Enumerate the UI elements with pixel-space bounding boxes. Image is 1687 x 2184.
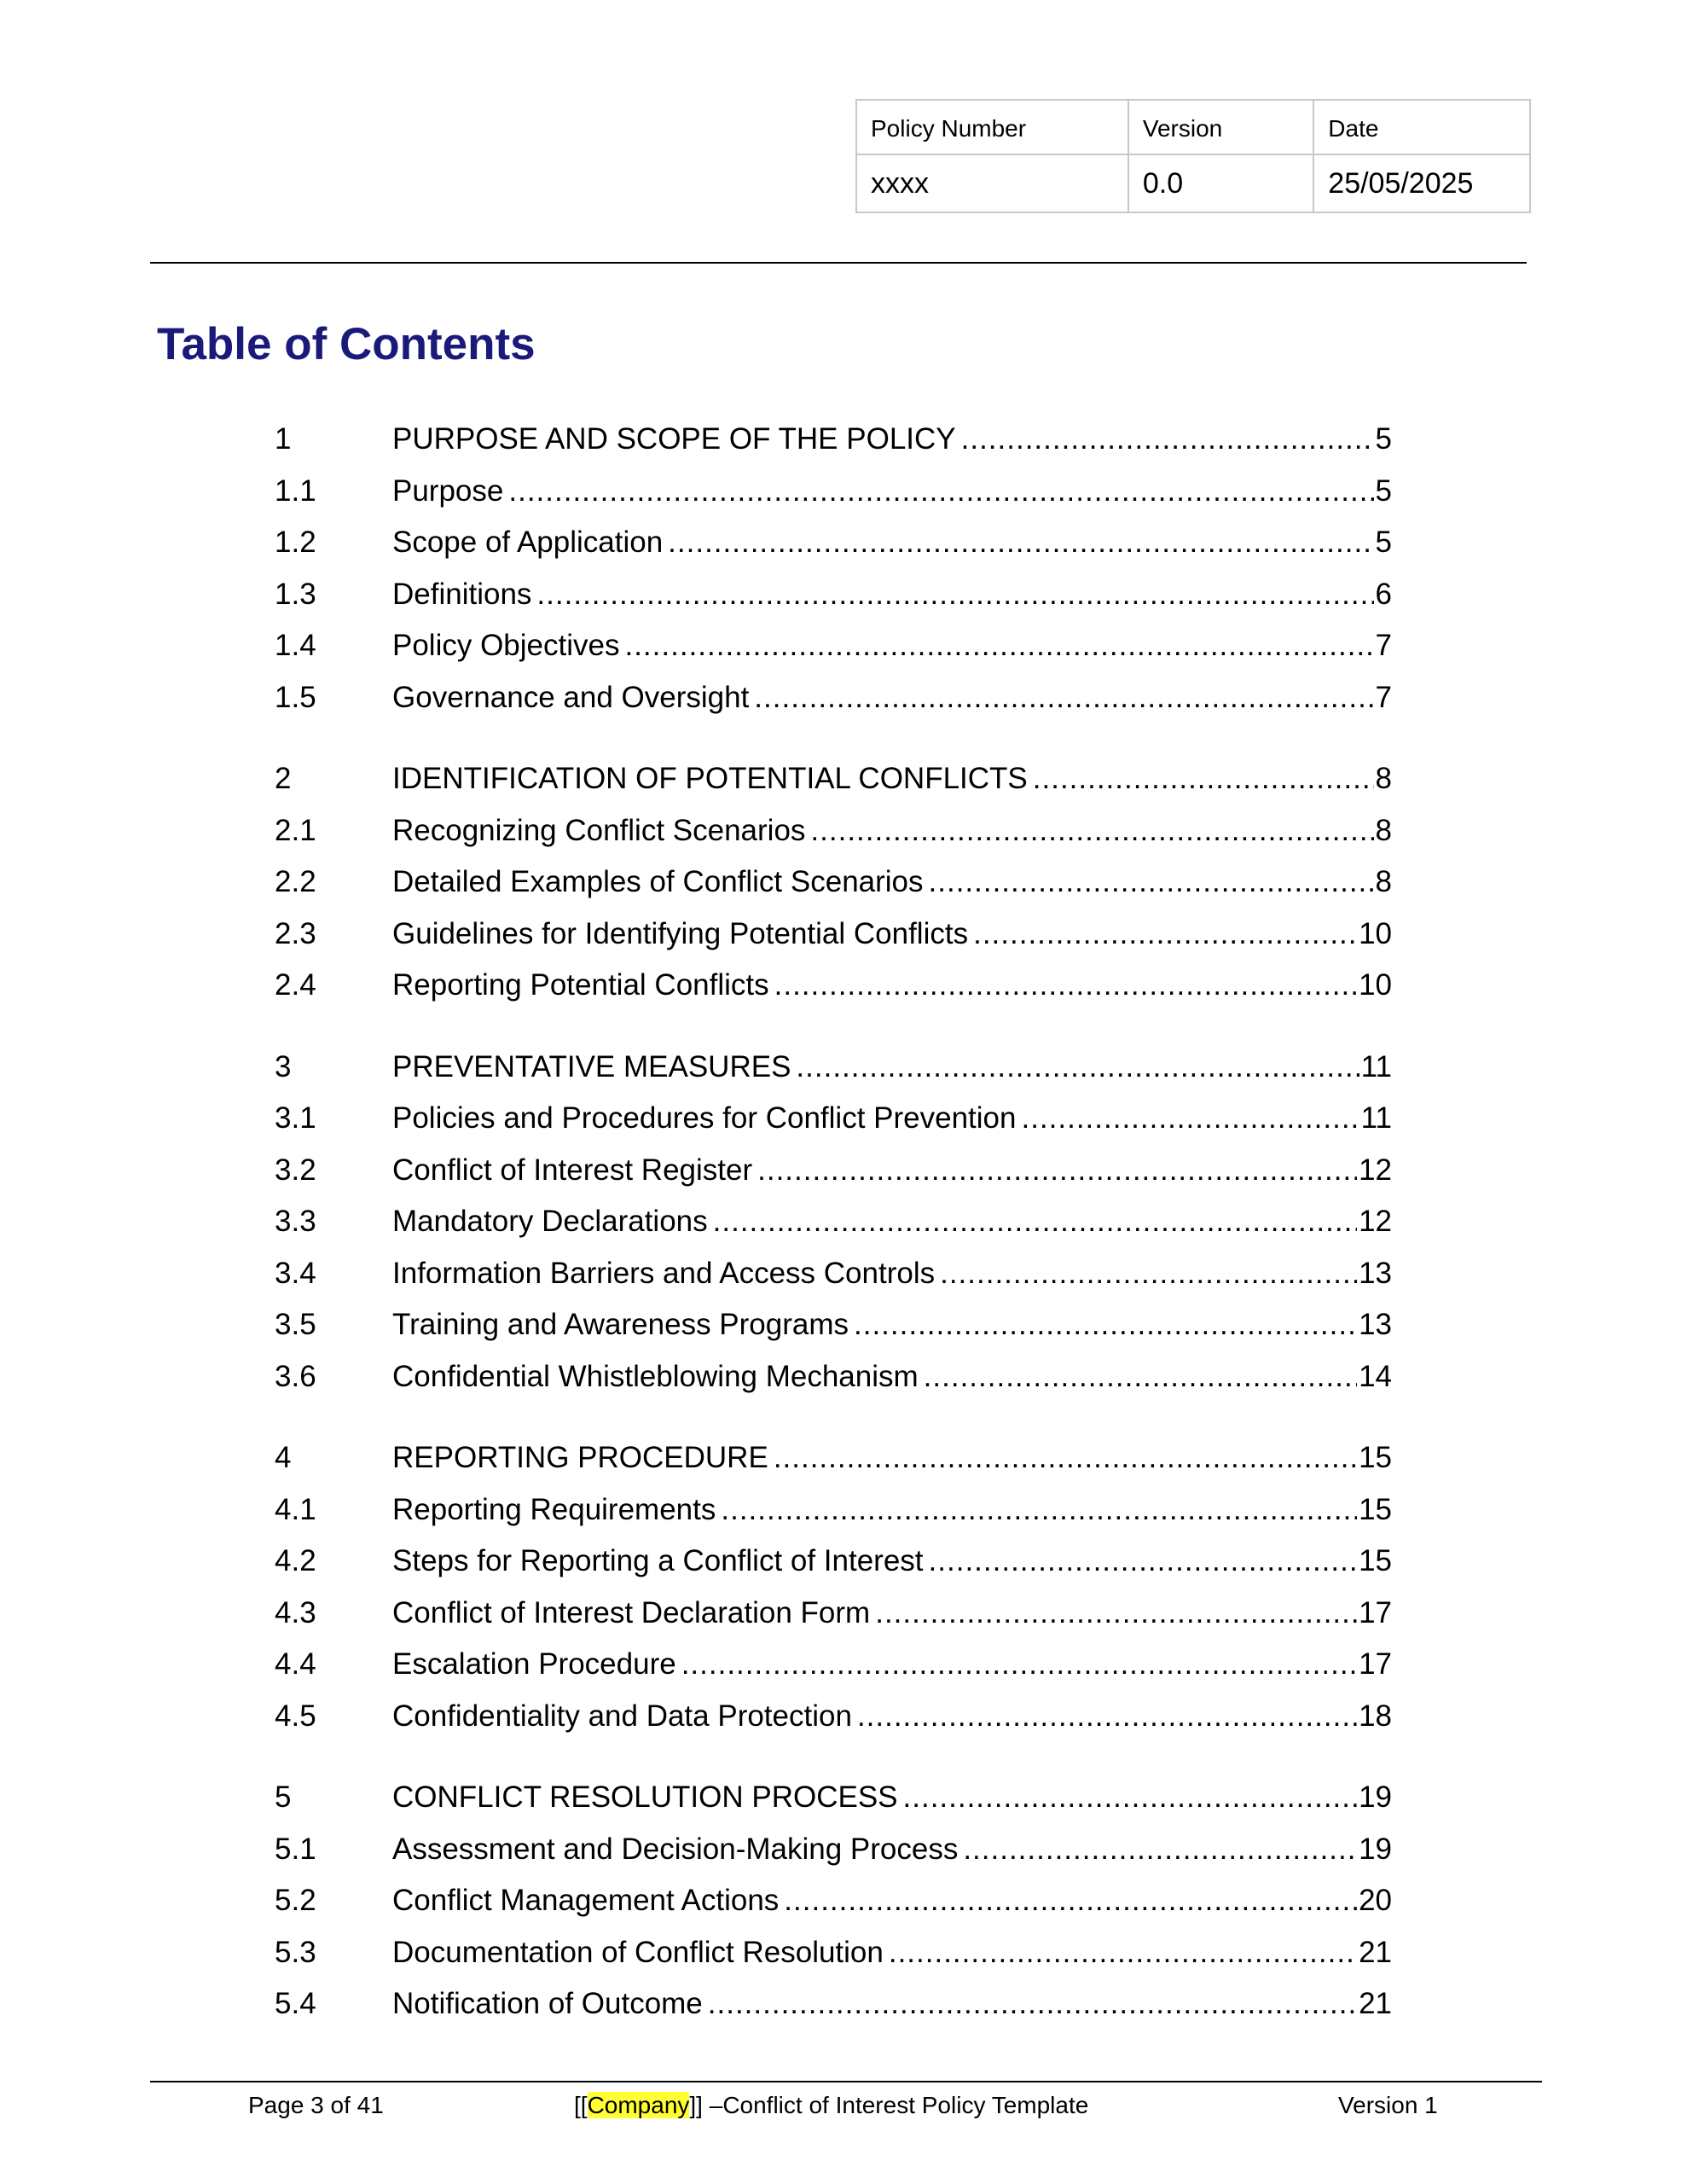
toc-entry-title[interactable]: Assessment and Decision-Making Process xyxy=(392,1832,959,1866)
toc-entry-title[interactable]: Steps for Reporting a Conflict of Interest xyxy=(392,1544,924,1577)
toc-entry[interactable] xyxy=(275,1093,1392,1145)
toc-entry-number: 3.3 xyxy=(275,1205,316,1238)
toc-entry[interactable] xyxy=(275,414,1392,466)
toc-entry[interactable] xyxy=(275,1772,1392,1824)
toc-entry-page[interactable]: 13 xyxy=(1359,1256,1392,1290)
footer-version: Version 1 xyxy=(1338,2092,1438,2118)
toc-entry[interactable] xyxy=(275,1432,1392,1484)
toc-entry-title[interactable]: REPORTING PROCEDURE xyxy=(392,1441,768,1474)
toc-dot-leader xyxy=(774,960,1357,1012)
toc-entry[interactable] xyxy=(275,466,1392,518)
toc-entry-page[interactable]: 15 xyxy=(1359,1544,1392,1577)
toc-entry-number: 1.3 xyxy=(275,577,316,611)
toc-entry[interactable] xyxy=(275,1588,1392,1640)
toc-section-group xyxy=(275,1042,1392,1403)
policy-number-value: xxxx xyxy=(856,154,1128,212)
toc-entry[interactable] xyxy=(275,569,1392,621)
footer-page-number: Page 3 of 41 xyxy=(248,2092,384,2118)
toc-dot-leader xyxy=(721,1484,1357,1536)
toc-dot-leader xyxy=(1033,753,1374,805)
toc-entry-title[interactable]: Documentation of Conflict Resolution xyxy=(392,1935,884,1969)
toc-dot-leader xyxy=(536,569,1373,621)
toc-entry[interactable] xyxy=(275,1145,1392,1197)
toc-dot-leader xyxy=(774,1432,1357,1484)
toc-dot-leader xyxy=(889,1927,1357,1979)
toc-entry-title[interactable]: CONFLICT RESOLUTION PROCESS xyxy=(392,1780,898,1814)
toc-entry-number: 2.3 xyxy=(275,916,316,950)
toc-dot-leader xyxy=(624,620,1373,672)
toc-entry-page[interactable]: 11 xyxy=(1360,1049,1392,1083)
toc-entry[interactable] xyxy=(275,620,1392,672)
toc-entry-page[interactable]: 5 xyxy=(1375,473,1392,508)
toc-entry-page[interactable]: 5 xyxy=(1375,526,1392,559)
toc-dot-leader xyxy=(668,517,1373,569)
toc-entry-page[interactable]: 17 xyxy=(1359,1647,1392,1681)
toc-entry-title[interactable]: Training and Awareness Programs xyxy=(392,1308,849,1341)
policy-info-header-row xyxy=(856,100,1530,154)
toc-entry-number: 3.1 xyxy=(275,1101,316,1135)
toc-entry-number: 5.3 xyxy=(275,1935,316,1969)
table-of-contents xyxy=(275,414,1392,2060)
toc-entry-title[interactable]: Escalation Procedure xyxy=(392,1647,676,1681)
toc-entry-number: 2.1 xyxy=(275,813,316,847)
toc-entry-page[interactable]: 12 xyxy=(1359,1205,1392,1238)
toc-entry-title[interactable]: Confidentiality and Data Protection xyxy=(392,1699,852,1733)
toc-dot-leader xyxy=(508,466,1373,518)
toc-entry[interactable] xyxy=(275,1196,1392,1248)
toc-entry-title[interactable]: Conflict Management Actions xyxy=(392,1884,780,1917)
toc-entry[interactable] xyxy=(275,1927,1392,1979)
policy-info-value-row xyxy=(856,154,1530,212)
toc-entry-page[interactable]: 6 xyxy=(1375,577,1392,611)
toc-entry-title[interactable]: Policies and Procedures for Conflict Prevention xyxy=(392,1101,1017,1135)
toc-entry-number: 2 xyxy=(275,762,292,795)
toc-entry-number: 1.5 xyxy=(275,680,316,714)
toc-entry-number: 4.5 xyxy=(275,1699,316,1733)
toc-section-group xyxy=(275,1432,1392,1742)
toc-entry-page[interactable]: 15 xyxy=(1359,1441,1392,1474)
toc-dot-leader xyxy=(924,1351,1357,1403)
toc-dot-leader xyxy=(929,1536,1358,1588)
toc-title: Table of Contents xyxy=(157,319,536,369)
toc-dot-leader xyxy=(1021,1093,1359,1145)
toc-entry-title[interactable]: PREVENTATIVE MEASURES xyxy=(392,1049,791,1083)
toc-dot-leader xyxy=(757,1145,1357,1197)
toc-entry[interactable] xyxy=(275,672,1392,724)
toc-entry[interactable] xyxy=(275,857,1392,909)
toc-entry[interactable] xyxy=(275,1042,1392,1094)
toc-entry[interactable] xyxy=(275,1248,1392,1300)
date-value: 25/05/2025 xyxy=(1313,154,1530,212)
toc-entry[interactable] xyxy=(275,1536,1392,1588)
company-placeholder: Company xyxy=(587,2092,690,2118)
toc-entry-title[interactable]: Notification of Outcome xyxy=(392,1987,703,2020)
toc-entry-title[interactable]: Confidential Whistleblowing Mechanism xyxy=(392,1359,919,1393)
toc-entry-number: 1 xyxy=(275,422,292,456)
toc-entry-title[interactable]: Definitions xyxy=(392,577,532,611)
toc-entry[interactable] xyxy=(275,1351,1392,1403)
toc-entry-page[interactable]: 7 xyxy=(1375,629,1392,662)
toc-entry-number: 1.4 xyxy=(275,629,316,662)
toc-entry[interactable] xyxy=(275,1875,1392,1927)
toc-dot-leader xyxy=(929,857,1374,909)
toc-entry-title[interactable]: Detailed Examples of Conflict Scenarios xyxy=(392,865,924,898)
toc-entry-page[interactable]: 19 xyxy=(1359,1780,1392,1814)
toc-dot-leader xyxy=(963,1824,1357,1876)
toc-entry-title[interactable]: Purpose xyxy=(392,473,504,508)
toc-entry-number: 3 xyxy=(275,1049,292,1083)
toc-entry[interactable] xyxy=(275,517,1392,569)
toc-entry[interactable] xyxy=(275,1484,1392,1536)
toc-entry-title[interactable]: Scope of Application xyxy=(392,526,664,559)
toc-entry-title[interactable]: Governance and Oversight xyxy=(392,680,750,714)
toc-entry[interactable] xyxy=(275,753,1392,805)
toc-entry-number: 5.1 xyxy=(275,1832,316,1866)
toc-section-group xyxy=(275,414,1392,723)
toc-entry-title[interactable]: Mandatory Declarations xyxy=(392,1205,708,1238)
toc-entry-number: 4.3 xyxy=(275,1595,316,1629)
toc-entry-page[interactable]: 21 xyxy=(1359,1987,1392,2020)
toc-dot-leader xyxy=(940,1248,1357,1300)
toc-entry-page[interactable]: 19 xyxy=(1359,1832,1392,1866)
toc-dot-leader xyxy=(854,1299,1357,1351)
toc-entry-page[interactable]: 11 xyxy=(1360,1101,1392,1135)
toc-section-group xyxy=(275,753,1392,1012)
toc-entry-number: 3.5 xyxy=(275,1308,316,1341)
toc-entry-title[interactable]: Conflict of Interest Register xyxy=(392,1153,753,1187)
toc-entry[interactable] xyxy=(275,1691,1392,1743)
toc-dot-leader xyxy=(681,1639,1357,1691)
toc-entry[interactable] xyxy=(275,960,1392,1012)
toc-dot-leader xyxy=(857,1691,1357,1743)
toc-entry-number: 1.1 xyxy=(275,473,316,508)
toc-entry-number: 5 xyxy=(275,1780,292,1814)
toc-entry-title[interactable]: Conflict of Interest Declaration Form xyxy=(392,1595,871,1629)
page-footer xyxy=(0,2092,1687,2126)
toc-entry-number: 4.2 xyxy=(275,1544,316,1577)
toc-dot-leader xyxy=(713,1196,1357,1248)
toc-entry-page[interactable]: 20 xyxy=(1359,1884,1392,1917)
toc-entry-number: 5.2 xyxy=(275,1884,316,1917)
toc-entry-page[interactable]: 8 xyxy=(1375,762,1392,795)
toc-dot-leader xyxy=(875,1588,1357,1640)
toc-entry-page[interactable]: 8 xyxy=(1375,813,1392,847)
toc-dot-leader xyxy=(810,805,1373,857)
toc-entry[interactable] xyxy=(275,1639,1392,1691)
toc-entry-number: 1.2 xyxy=(275,526,316,559)
toc-entry[interactable] xyxy=(275,909,1392,961)
toc-entry-title[interactable]: Policy Objectives xyxy=(392,629,620,662)
toc-entry-page[interactable]: 18 xyxy=(1359,1699,1392,1733)
toc-entry-page[interactable]: 15 xyxy=(1359,1492,1392,1526)
toc-entry-title[interactable]: Information Barriers and Access Controls xyxy=(392,1256,936,1290)
toc-entry-number: 4.4 xyxy=(275,1647,316,1681)
toc-dot-leader xyxy=(961,414,1374,466)
toc-entry[interactable] xyxy=(275,1299,1392,1351)
toc-entry-title[interactable]: IDENTIFICATION OF POTENTIAL CONFLICTS xyxy=(392,762,1028,795)
toc-dot-leader xyxy=(973,909,1357,961)
toc-dot-leader xyxy=(784,1875,1357,1927)
toc-dot-leader xyxy=(754,672,1373,724)
toc-dot-leader xyxy=(903,1772,1358,1824)
toc-entry-page[interactable]: 5 xyxy=(1375,422,1392,456)
toc-entry-page[interactable]: 21 xyxy=(1359,1935,1392,1969)
toc-entry-number: 3.6 xyxy=(275,1359,316,1393)
toc-entry-title[interactable]: Recognizing Conflict Scenarios xyxy=(392,813,806,847)
toc-entry-number: 2.2 xyxy=(275,865,316,898)
footer-bracket-open: [[ xyxy=(574,2092,588,2118)
version-value: 0.0 xyxy=(1128,154,1313,212)
toc-entry-page[interactable]: 10 xyxy=(1359,968,1392,1002)
policy-number-header: Policy Number xyxy=(856,100,1128,154)
toc-entry-page[interactable]: 17 xyxy=(1359,1595,1392,1629)
toc-entry-title[interactable]: Reporting Potential Conflicts xyxy=(392,968,769,1002)
policy-info-table xyxy=(855,99,1531,213)
toc-entry-title[interactable]: Reporting Requirements xyxy=(392,1492,716,1526)
version-header: Version xyxy=(1128,100,1313,154)
toc-entry-page[interactable]: 12 xyxy=(1359,1153,1392,1187)
footer-document-title xyxy=(574,2092,1088,2119)
toc-entry-number: 4.1 xyxy=(275,1492,316,1526)
toc-entry[interactable] xyxy=(275,1978,1392,2030)
toc-entry-title[interactable]: Guidelines for Identifying Potential Conflicts xyxy=(392,916,969,950)
toc-entry-page[interactable]: 8 xyxy=(1375,865,1392,898)
toc-dot-leader xyxy=(796,1042,1359,1094)
toc-section-group xyxy=(275,1772,1392,2030)
toc-entry-page[interactable]: 13 xyxy=(1359,1308,1392,1341)
footer-divider xyxy=(150,2081,1542,2082)
toc-entry[interactable] xyxy=(275,805,1392,857)
toc-entry-page[interactable]: 14 xyxy=(1359,1359,1392,1393)
date-header: Date xyxy=(1313,100,1530,154)
toc-entry-number: 3.2 xyxy=(275,1153,316,1187)
toc-entry[interactable] xyxy=(275,1824,1392,1876)
toc-dot-leader xyxy=(708,1978,1357,2030)
toc-entry-number: 5.4 xyxy=(275,1987,316,2020)
toc-entry-number: 4 xyxy=(275,1441,292,1474)
toc-entry-title[interactable]: PURPOSE AND SCOPE OF THE POLICY xyxy=(392,422,956,456)
toc-entry-number: 2.4 xyxy=(275,968,316,1002)
header-divider xyxy=(150,262,1527,264)
footer-title-text: ]] –Conflict of Interest Policy Template xyxy=(689,2092,1089,2118)
toc-entry-number: 3.4 xyxy=(275,1256,316,1290)
toc-entry-page[interactable]: 10 xyxy=(1359,916,1392,950)
toc-entry-page[interactable]: 7 xyxy=(1375,680,1392,714)
